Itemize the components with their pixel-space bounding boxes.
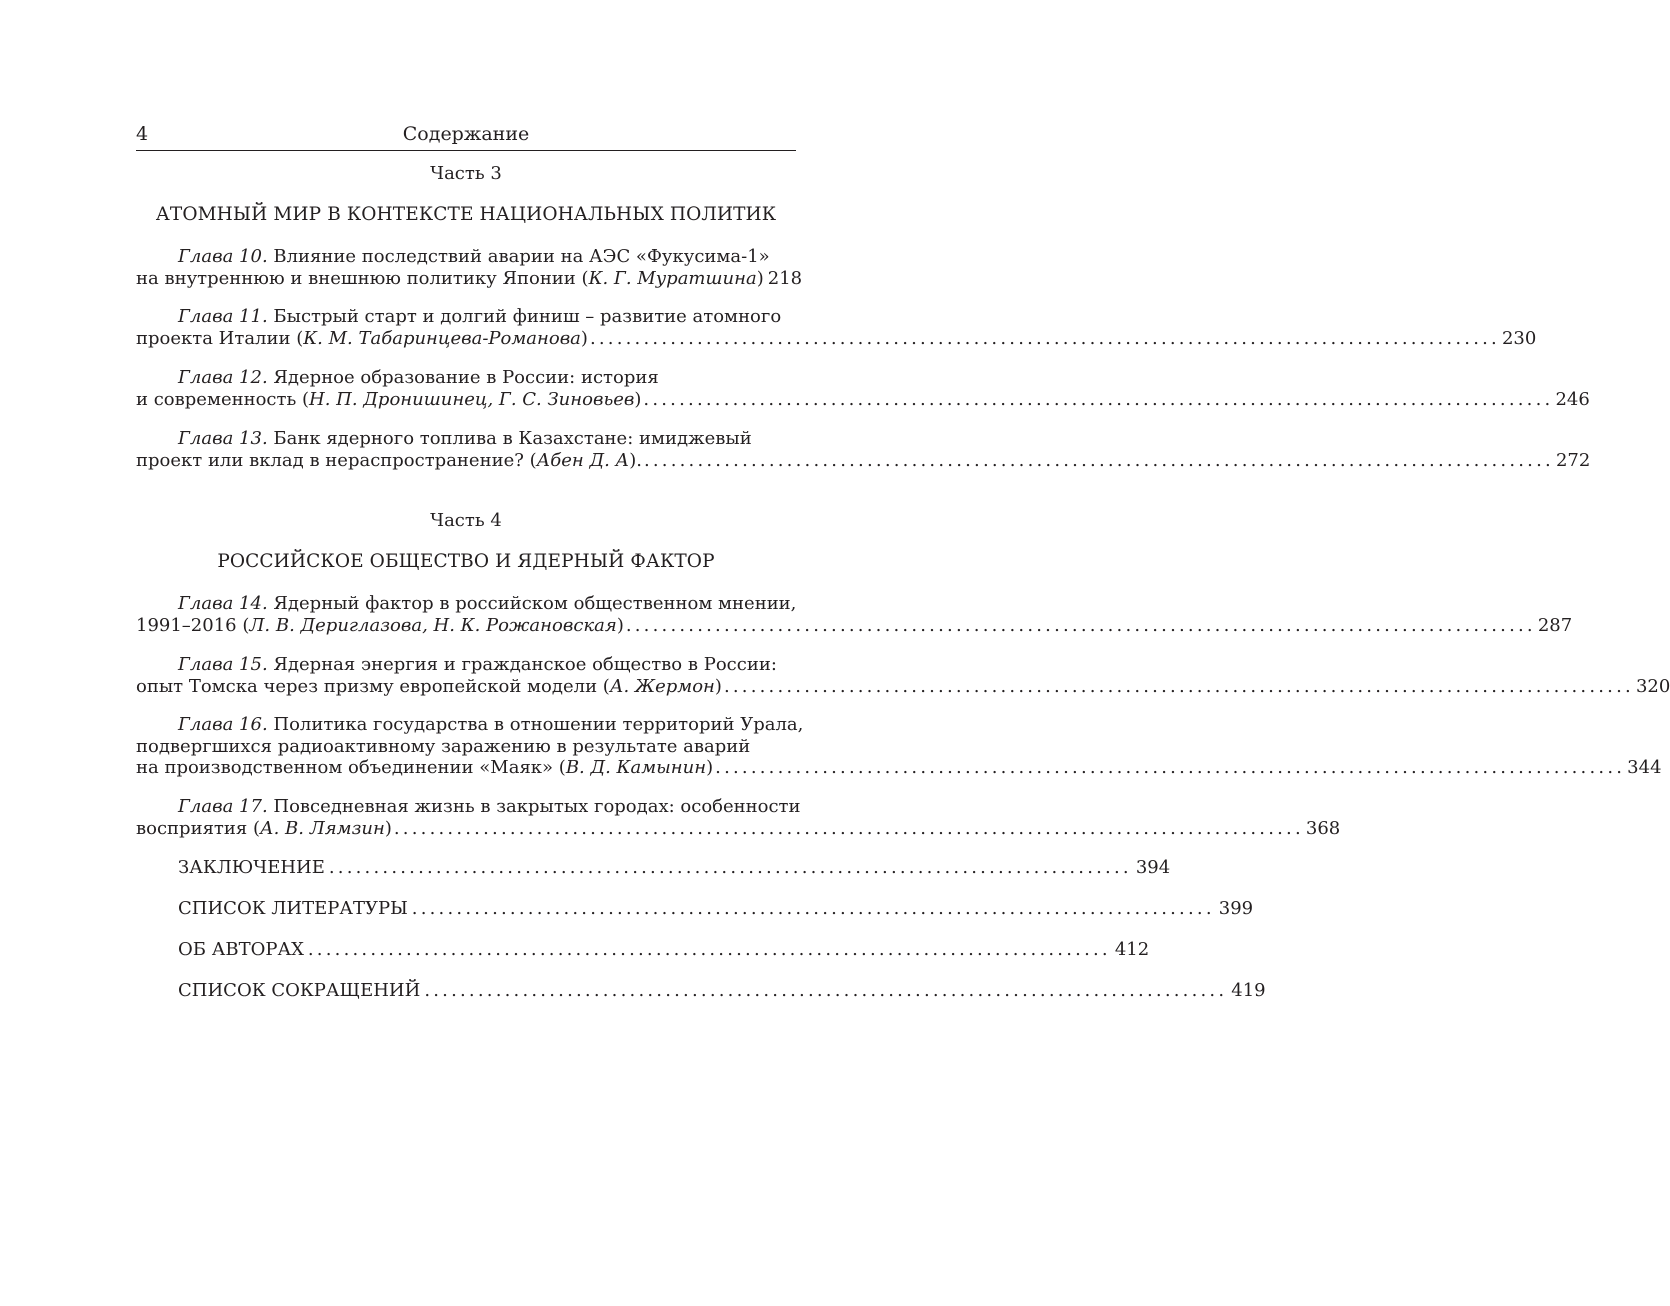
dot-leader: ...................................................................................................... — [715, 757, 1626, 778]
part-4-title: РОССИЙСКОЕ ОБЩЕСТВО И ЯДЕРНЫЙ ФАКТОР — [217, 551, 715, 572]
chapter-title-line: Ядерное образование в России: история — [267, 367, 659, 388]
chapter-title-line: Быстрый старт и долгий финиш – развитие атомного — [267, 306, 782, 327]
chapter-prefix: Глава 14. — [178, 593, 268, 614]
chapter-prefix: Глава 15. — [178, 654, 268, 675]
chapter-close: ) — [756, 267, 764, 289]
chapter-close: ) — [384, 817, 392, 839]
chapter-prefix: Глава 17. — [178, 796, 268, 817]
chapter-title-line: Повседневная жизнь в закрытых городах: особенности — [267, 796, 801, 817]
toc-entry-chapter-17[interactable] — [136, 796, 1341, 839]
entry-page: 399 — [1218, 898, 1254, 919]
chapter-page: 246 — [1555, 388, 1590, 410]
toc-entry-chapter-16[interactable] — [136, 714, 1662, 779]
chapter-authors: Л. В. Дериглазова, Н. К. Рожановская — [249, 614, 617, 636]
chapter-close: ) — [616, 614, 624, 636]
toc-entry-chapter-12[interactable] — [136, 367, 1590, 410]
chapter-authors: К. М. Табаринцева-Романова — [303, 327, 581, 349]
chapter-title-line: проект или вклад в нераспространение? ( — [136, 449, 537, 471]
toc-entry-bibliography[interactable] — [178, 898, 1254, 920]
chapter-prefix: Глава 16. — [178, 714, 268, 735]
running-title: Содержание — [402, 123, 530, 145]
chapter-title-line: проекта Италии ( — [136, 327, 304, 349]
toc-entry-chapter-14[interactable] — [136, 593, 1573, 636]
chapter-prefix: Глава 12. — [178, 367, 268, 388]
dot-leader: ...................................................................................................... — [643, 388, 1554, 410]
chapter-prefix: Глава 11. — [178, 306, 268, 327]
dot-leader: .......................................................................................... — [328, 857, 1132, 878]
chapter-title-line: Влияние последствий аварии на АЭС «Фукусима-1» — [267, 246, 770, 267]
chapter-title-line: Банк ядерного топлива в Казахстане: имиджевый — [267, 428, 752, 449]
toc-entry-abbreviations[interactable] — [178, 980, 1266, 1002]
chapter-authors: Н. П. Дронишинец, Г. С. Зиновьев — [309, 388, 635, 410]
running-header — [136, 122, 796, 151]
chapter-close: ) — [706, 757, 714, 778]
chapter-title-line: Ядерная энергия и гражданское общество в России: — [267, 654, 777, 675]
part-3-label: Часть 3 — [430, 163, 502, 184]
chapter-page: 218 — [767, 267, 803, 289]
dot-leader: .......................................................................................... — [307, 939, 1111, 960]
chapter-authors: А. Жермон — [609, 675, 715, 697]
chapter-title-line: на производственном объединении «Маяк» ( — [136, 757, 566, 778]
toc-entry-chapter-11[interactable] — [136, 306, 1537, 349]
chapter-title-line: Ядерный фактор в российском общественном мнении, — [267, 593, 797, 614]
chapter-page: 344 — [1627, 757, 1662, 778]
chapter-close: ) — [714, 675, 722, 697]
dot-leader: ...................................................................................................... — [625, 614, 1536, 636]
chapter-title-line: 1991–2016 ( — [136, 614, 250, 636]
dot-leader: ...................................................................................................... — [723, 675, 1634, 697]
toc-entry-chapter-13[interactable] — [136, 428, 1591, 471]
chapter-title-line: опыт Томска через призму европейской модели ( — [136, 675, 610, 697]
toc-entry-conclusion[interactable] — [178, 857, 1171, 879]
entry-page: 394 — [1135, 857, 1171, 878]
entry-label: ЗАКЛЮЧЕНИЕ — [178, 857, 325, 878]
chapter-close: ) — [634, 388, 642, 410]
chapter-close: ). — [629, 449, 642, 471]
dot-leader: .......................................................................................... — [424, 980, 1228, 1001]
dot-leader: ...................................................................................................... — [393, 817, 1304, 839]
dot-leader: ...................................................................................................... — [643, 449, 1554, 471]
chapter-authors: К. Г. Муратшина — [588, 267, 757, 289]
chapter-title-line: на внутреннюю и внешнюю политику Японии ( — [136, 267, 589, 289]
page-number: 4 — [136, 123, 149, 145]
chapter-page: 368 — [1305, 817, 1341, 839]
toc-entry-chapter-15[interactable] — [136, 654, 1670, 697]
chapter-authors: Абен Д. А — [536, 449, 630, 471]
chapter-prefix: Глава 13. — [178, 428, 268, 449]
chapter-authors: А. В. Лямзин — [259, 817, 385, 839]
chapter-page: 287 — [1537, 614, 1573, 636]
entry-label: ОБ АВТОРАХ — [178, 939, 304, 960]
chapter-page: 230 — [1501, 327, 1537, 349]
part-3-title: АТОМНЫЙ МИР В КОНТЕКСТЕ НАЦИОНАЛЬНЫХ ПОЛИТИК — [155, 204, 777, 225]
dot-leader: .......................................................................................... — [411, 898, 1215, 919]
chapter-title-line: восприятия ( — [136, 817, 260, 839]
entry-page: 419 — [1231, 980, 1266, 1001]
chapter-prefix: Глава 10. — [178, 246, 268, 267]
dot-leader: ...................................................................................................... — [589, 327, 1500, 349]
chapter-page: 272 — [1555, 449, 1591, 471]
toc-entry-about-authors[interactable] — [178, 939, 1150, 961]
part-4-label: Часть 4 — [430, 510, 502, 531]
chapter-title-line: Политика государства в отношении территорий Урала, — [267, 714, 804, 735]
chapter-title-line: и современность ( — [136, 388, 310, 410]
entry-label: СПИСОК СОКРАЩЕНИЙ — [178, 980, 421, 1001]
chapter-authors: В. Д. Камынин — [565, 757, 707, 778]
chapter-page: 320 — [1635, 675, 1670, 697]
chapter-close: ) — [580, 327, 588, 349]
toc-entry-chapter-10[interactable] — [136, 246, 803, 289]
entry-page: 412 — [1114, 939, 1150, 960]
entry-label: СПИСОК ЛИТЕРАТУРЫ — [178, 898, 408, 919]
chapter-title-line: подвергшихся радиоактивному заражению в результате аварий — [136, 735, 751, 757]
